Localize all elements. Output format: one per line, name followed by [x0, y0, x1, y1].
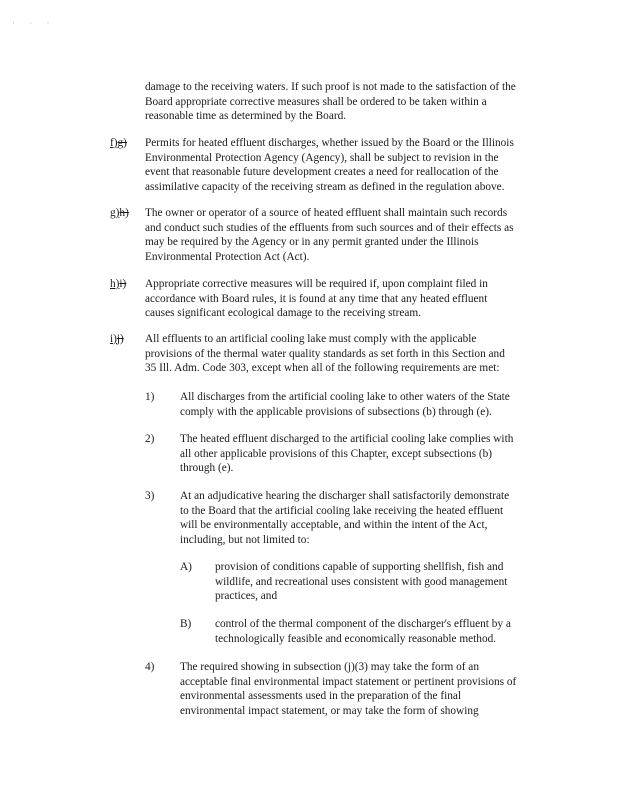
item-label-h: [110, 277, 126, 292]
text-line: At an adjudicative hearing the discharger shall satisfactorily demonstrate: [180, 490, 510, 502]
text-line: The required showing in subsection (j)(3) may take the form of an: [180, 661, 479, 673]
text-line: will be environmentally acceptable, and within the intent of the Act,: [180, 519, 488, 532]
subitem-paragraph-1: [180, 390, 510, 419]
label-deleted: h): [119, 207, 129, 219]
text-line: may be required by the Agency or in any permit granted under the Illinois: [145, 236, 479, 249]
item-paragraph-h: [145, 277, 488, 321]
text-line: The owner or operator of a source of heated effluent shall maintain such records: [145, 207, 508, 219]
text-line: Environmental Protection Act (Act).: [145, 250, 310, 263]
text-line: acceptable final environmental impact statement or pertinent provisions of: [180, 675, 517, 688]
label-inserted: i): [110, 333, 117, 345]
text-line: event that reasonable future development creates a need for reallocation of the: [145, 166, 499, 179]
text-line: The heated effluent discharged to the artificial cooling lake complies with: [180, 433, 514, 445]
text-line: All effluents to an artificial cooling lake must comply with the applicable: [145, 333, 477, 345]
text-line: Permits for heated effluent discharges, whether issued by the Board or the Illinois: [145, 137, 514, 149]
text-line: and conduct such studies of the effluents from such sources and of their effects as: [145, 221, 514, 234]
label-deleted: g): [117, 137, 127, 149]
subsubitem-label-a: A): [180, 561, 192, 573]
text-line: 35 Ill. Adm. Code 303, except when all of the following requirements are met:: [145, 362, 500, 375]
subitem-label-4: 4): [145, 661, 155, 673]
label-deleted: i): [119, 278, 127, 290]
text-line: provisions of the thermal water quality standards as set forth in this Section and: [145, 347, 505, 360]
subitem-paragraph-2: [180, 432, 513, 476]
text-line: technologically feasible and economically reasonable method.: [215, 632, 497, 645]
label-inserted: g): [110, 207, 120, 219]
text-line: control of the thermal component of the discharger's effluent by a: [215, 618, 511, 630]
text-line: wildlife, and recreational uses consistent with good management: [215, 575, 508, 588]
continuation-paragraph: [145, 80, 516, 124]
text-line: reasonable time as determined by the Board.: [145, 110, 347, 123]
label-deleted: j): [116, 333, 124, 345]
text-line: provision of conditions capable of supporting shellfish, fish and: [215, 561, 504, 573]
subitem-label-1: 1): [145, 391, 155, 403]
text-line: environmental assessments used in the preparation of the final: [180, 690, 462, 703]
subitem-label-3: 3): [145, 490, 155, 502]
item-label-g: [110, 206, 129, 221]
item-paragraph-i: [145, 332, 505, 376]
subitem-label-2: 2): [145, 433, 155, 445]
text-line: including, but not limited to:: [180, 533, 310, 546]
subsubitem-paragraph-a: [215, 560, 507, 604]
subsubitem-label-b: B): [180, 618, 192, 630]
label-inserted: f): [110, 137, 118, 149]
text-line: damage to the receiving waters. If such proof is not made to the satisfaction of the: [145, 81, 516, 93]
text-line: Board appropriate corrective measures shall be ordered to be taken within a: [145, 95, 487, 108]
subitem-paragraph-3: [180, 489, 509, 547]
text-line: environmental impact statement, or may take the form of showing: [180, 704, 479, 717]
item-paragraph-g: [145, 206, 514, 264]
subsubitem-paragraph-b: [215, 617, 511, 646]
text-line: through (e).: [180, 462, 234, 475]
subitem-paragraph-4: [180, 660, 516, 718]
label-inserted: h): [110, 278, 120, 290]
text-line: causes significant ecological damage to the receiving stream.: [145, 307, 422, 320]
text-line: to the Board that the artificial cooling lake receiving the heated effluent: [180, 504, 504, 517]
text-line: comply with the applicable provisions of subsections (b) through (e).: [180, 405, 492, 418]
text-line: all other applicable provisions of this Chapter, except subsections (b): [180, 447, 493, 460]
item-label-i: [110, 332, 124, 347]
scan-mark: · · ·: [12, 18, 56, 28]
text-line: All discharges from the artificial cooling lake to other waters of the State: [180, 391, 510, 403]
item-label-f: [110, 136, 127, 151]
text-line: practices, and: [215, 590, 278, 603]
text-line: accordance with Board rules, it is found at any time that any heated effluent: [145, 292, 488, 305]
text-line: assimilative capacity of the receiving stream as defined in the regulation above.: [145, 180, 505, 193]
item-paragraph-f: [145, 136, 514, 194]
text-line: Appropriate corrective measures will be required if, upon complaint filed in: [145, 278, 488, 290]
text-line: Environmental Protection Agency (Agency), shall be subject to revision in the: [145, 151, 499, 164]
